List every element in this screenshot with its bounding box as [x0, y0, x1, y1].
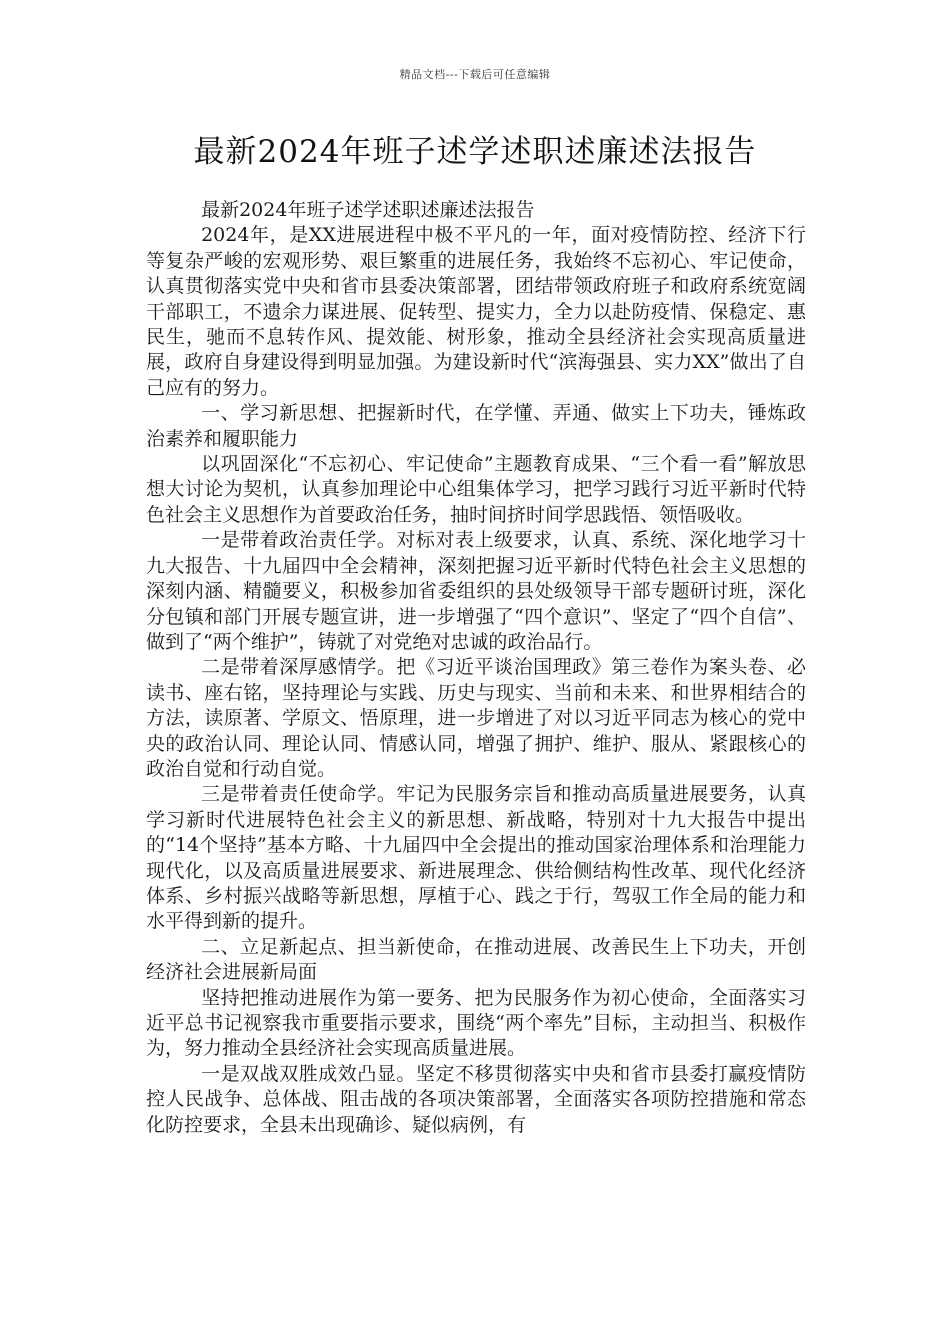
paragraph-subtitle: 最新2024年班子述学述职述廉述法报告	[201, 199, 535, 221]
paragraph: 一是带着政治责任学。对标对表上级要求，认真、系统、深化地学习十九大报告、十九届四中全会精神，深刻把握习近平新时代特色社会主义思想的深刻内涵、精髓要义，积极参加省委组织的县处级领导干部专题研讨班，深化分包镇和部门开展专题宣讲，进一步增强了“四个意识”、坚定了“四个自信”、做到了“两个维护”，铸就了对党绝对忠诚的政治品行。	[146, 529, 806, 653]
document-title: 最新2024年班子述学述职述廉述法报告	[193, 134, 757, 170]
paragraph: 一是双战双胜成效凸显。坚定不移贯彻落实中央和省市县委打赢疫情防控人民战争、总体战、阻击战的各项决策部署，全面落实各项防控措施和常态化防控要求，全县未出现确诊、疑似病例，有	[146, 1062, 806, 1136]
paragraph-intro: 2024年，是XX进展进程中极不平凡的一年，面对疫情防控、经济下行等复杂严峻的宏观形势、艰巨繁重的进展任务，我始终不忘初心、牢记使命，认真贯彻落实党中央和省市县委决策部署，团结带领政府班子和政府系统宽阔干部职工，不遗余力谋进展、促转型、提实力，全力以赴防疫情、保稳定、惠民生，驰而不息转作风、提效能、树形象，推动全县经济社会实现高质量进展，政府自身建设得到明显加强。为建设新时代“滨海强县、实力XX”做出了自己应有的努力。	[146, 224, 806, 399]
header-note: 精品文档---下载后可任意编辑	[399, 68, 551, 81]
section-heading-1: 一、学习新思想、把握新时代，在学懂、弄通、做实上下功夫，锤炼政治素养和履职能力	[146, 402, 806, 450]
section-heading-2: 二、立足新起点、担当新使命，在推动进展、改善民生上下功夫，开创经济社会进展新局面	[146, 935, 806, 984]
paragraph: 坚持把推动进展作为第一要务、把为民服务作为初心使命，全面落实习近平总书记视察我市重要指示要求，围绕“两个率先”目标，主动担当、积极作为，努力推动全县经济社会实现高质量进展。	[146, 986, 806, 1060]
document-body	[146, 198, 806, 1138]
paragraph: 二是带着深厚感情学。把《习近平谈治国理政》第三卷作为案头卷、必读书、座右铭，坚持理论与实践、历史与现实、当前和未来、和世界相结合的方法，读原著、学原文、悟原理，进一步增进了对以习近平同志为核心的党中央的政治认同、理论认同、情感认同，增强了拥护、维护、服从、紧跟核心的政治自觉和行动自觉。	[146, 656, 806, 780]
paragraph: 以巩固深化“不忘初心、牢记使命”主题教育成果、“三个看一看”解放思想大讨论为契机，认真参加理论中心组集体学习，把学习践行习近平新时代特色社会主义思想作为首要政治任务，抽时间挤时间学思践悟、领悟吸收。	[146, 453, 806, 526]
paragraph: 三是带着责任使命学。牢记为民服务宗旨和推动高质量进展要务，认真学习新时代进展特色社会主义的新思想、新战略，特别对十九大报告中提出的“14个坚持”基本方略、十九届四中全会提出的推动国家治理体系和治理能力现代化，以及高质量进展要求、新进展理念、供给侧结构性改革、现代化经济体系、乡村振兴战略等新思想，厚植于心、践之于行，驾驭工作全局的能力和水平得到新的提升。	[146, 783, 806, 933]
